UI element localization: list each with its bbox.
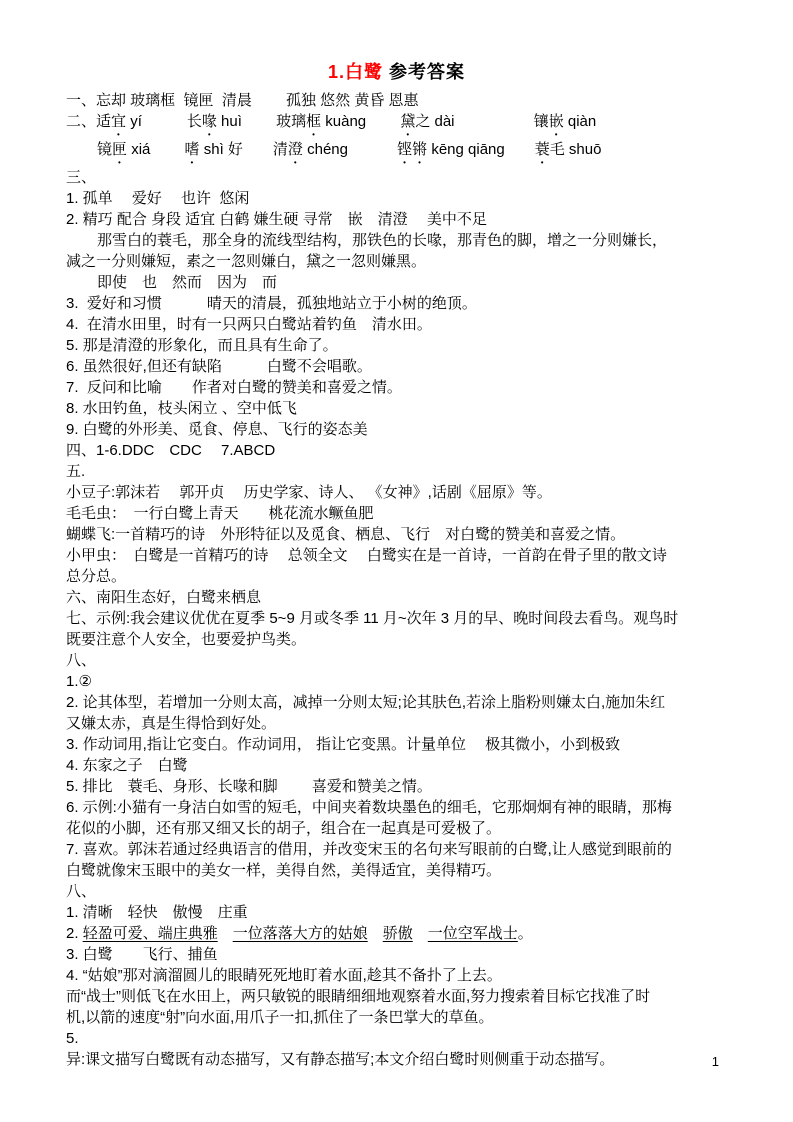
text-segment: 毛 shuō [549,141,602,158]
text-segment: 机,以箭的速度“射”向水面,用爪子一扣,抓住了一条巴掌大的草鱼。 [66,1009,494,1026]
underlined-answer: 骄傲 [382,925,413,942]
text-segment: 异:课文描写白鹭既有动态描写，又有静态描写;本文介绍白鹭时则侧重于动态描写。 [66,1051,615,1068]
emphasis-dot-char: 黛 [400,113,416,130]
text-segment: 花似的小脚，还有那又细又长的胡子，组合在一起真是可爱极了。 [66,820,502,837]
text-segment: 小豆子:郭沫若 郭开贞 历史学家、诗人、 《女神》,话剧《屈原》等。 [66,484,552,501]
emphasis-dot-char: 澄 [287,141,303,158]
title-suffix: 参考答案 [383,62,466,82]
text-line [66,524,730,545]
text-segment: 1. 清晰 轻快 傲慢 庄重 [66,904,248,921]
text-line [66,482,730,503]
text-segment: 小甲虫： 白鹭是一首精巧的诗 总领全文 白鹭实在是一首诗，一首韵在骨子里的散文诗 [66,547,667,564]
lesson-title-red: 1.白鹭 [327,62,383,82]
text-segment: 蝴蝶飞:一首精巧的诗 外形特征以及觅食、栖息、飞行 对白鹭的赞美和喜爱之情。 [66,526,626,543]
text-line [66,251,730,272]
text-line [66,839,730,860]
text-segment: 那雪白的蓑毛，那全身的流线型结构，那铁色的长喙，那青色的脚，增之一分则嫌长， [97,232,668,249]
text-line [66,566,730,587]
text-line [66,986,730,1007]
text-segment: 镜 [97,141,113,158]
emphasis-dot-char: 喙 [201,113,217,130]
text-line [66,923,730,944]
text-segment: 6. 虽然很好,但还有缺陷 白鹭不会唱歌。 [66,358,372,375]
text-segment: 6. 示例:小猫有一身洁白如雪的短毛，中间夹着数块墨色的细毛，它那炯炯有神的眼睛，那梅 [66,799,672,816]
text-segment: 白鹭就像宋玉眼中的美女一样，美得自然，美得适宜，美得精巧。 [66,862,502,879]
emphasis-dot-char: 蓑 [534,141,550,158]
text-segment: 三、 [66,169,97,186]
text-line [66,293,730,314]
text-line [66,209,730,230]
text-segment: qiàn [563,113,597,130]
emphasis-dot-char: 宜 [111,113,127,130]
text-line [66,272,730,293]
text-segment: 即使 也 然而 因为 而 [97,274,278,291]
text-segment: 4. 在清水田里，时有一只两只白鹭站着钓鱼 清水田。 [66,316,432,333]
text-segment: 四、1-6.DDC CDC 7.ABCD [66,442,276,459]
text-line [66,1028,730,1049]
text-line [66,902,730,923]
text-line [66,398,730,419]
text-segment: 毛毛虫： 一行白鹭上青天 桃花流水鳜鱼肥 [66,505,374,522]
text-line [66,230,730,251]
document-lines [66,90,730,1070]
text-line [66,797,730,818]
emphasis-dot-char: 匣 [112,141,128,158]
text-line [66,692,730,713]
text-segment: kēng qiāng [427,141,535,158]
text-line [66,356,730,377]
page-number: 1 [711,1054,719,1069]
text-line [66,139,730,167]
text-segment: xiá [127,141,185,158]
text-segment: 7. 喜欢。郭沫若通过经典语言的借用，并改变宋玉的名句来写眼前的白鹭,让人感觉到眼前的 [66,841,672,858]
underlined-answer: 一位落落大方的姑娘 [232,925,368,942]
text-segment: 减之一分则嫌短，素之一忽则嫌白，黛之一忽则嫌黑。 [66,253,427,270]
text-line [66,335,730,356]
text-line [66,776,730,797]
text-segment: 既要注意个人安全，也要爱护鸟类。 [66,631,307,648]
text-line [66,545,730,566]
text-segment: 3. 爱好和习惯 晴天的清晨，孤独地站立于小树的绝顶。 [66,295,477,312]
text-segment: 一、忘却 玻璃框 镜匣 清晨 孤独 悠然 黄昏 恩惠 [66,92,419,109]
text-line [66,111,730,139]
text-segment: 之 dài 镶 [415,113,549,130]
text-line [66,944,730,965]
text-segment: 8. 水田钓鱼，枝头闲立 、空中低飞 [66,400,297,417]
text-segment: 1. 孤单 爱好 也许 悠闲 [66,190,250,207]
emphasis-dot-char: 嵌 [548,113,564,130]
text-segment: 4. 东家之子 白鹭 [66,757,188,774]
text-segment: 1.② [66,673,92,690]
text-segment: 总分总。 [66,568,127,585]
text-line [66,377,730,398]
text-segment: 七、示例:我会建议优优在夏季 5~9 月或冬季 11 月~次年 3 月的早、晚时间段去看鸟。观鸟时 [66,610,679,627]
text-line [66,713,730,734]
text-segment: 9. 白鹭的外形美、觅食、停息、飞行的姿态美 [66,421,368,438]
text-segment: 五. [66,463,86,480]
text-segment: huì 玻璃 [216,113,307,130]
text-segment: 八、 [66,883,97,900]
text-line [66,440,730,461]
text-segment [368,925,383,942]
text-line [66,1007,730,1028]
text-line [66,650,730,671]
page-title [0,58,793,84]
text-line [66,671,730,692]
text-segment: 3. 白鹭 飞行、捕鱼 [66,946,218,963]
text-line [66,629,730,650]
text-segment: 2. 精巧 配合 身段 适宜 白鹤 嫌生硬 寻常 嵌 清澄 美中不足 [66,211,487,228]
text-line [66,965,730,986]
emphasis-dot-char: 框 [306,113,322,130]
text-line [66,419,730,440]
text-segment: yí 长 [126,113,202,130]
text-segment: 5. [66,1030,79,1047]
underlined-answer: 轻盈可爱、端庄典雅 [82,925,218,942]
text-segment: 。 [517,925,533,942]
text-line [66,818,730,839]
emphasis-dot-char: 铿锵 [397,141,428,158]
text-line [66,734,730,755]
text-line [66,503,730,524]
text-line [66,755,730,776]
text-segment: chéng [302,141,398,158]
text-line [66,608,730,629]
text-line [66,188,730,209]
emphasis-dot-char: 嗜 [184,141,200,158]
text-segment: 5. 那是清澄的形象化，而且具有生命了。 [66,337,338,354]
text-segment: 八、 [66,652,97,669]
text-line [66,1049,730,1070]
text-segment [218,925,233,942]
text-segment: 二、适 [66,113,112,130]
text-segment: 又嫌太赤，真是生得恰到好处。 [66,715,277,732]
text-line [66,90,730,111]
text-line [66,587,730,608]
text-line [66,167,730,188]
text-line [66,860,730,881]
text-line [66,314,730,335]
text-segment: 2. [66,925,83,942]
text-segment: 7. 反问和比喻 作者对白鹭的赞美和喜爱之情。 [66,379,402,396]
text-segment: 六、南阳生态好，白鹭来栖息 [66,589,262,606]
underlined-answer: 一位空军战士 [427,925,518,942]
text-segment: 2. 论其体型，若增加一分则太高，减掉一分则太短;论其肤色,若涂上脂粉则嫌太白,施加朱红 [66,694,666,711]
text-segment: 5. 排比 蓑毛、身形、长喙和脚 喜爱和赞美之情。 [66,778,432,795]
text-segment [413,925,428,942]
text-segment: shì 好 清 [199,141,288,158]
text-line [66,881,730,902]
text-segment: 3. 作动词用,指让它变白。作动词用， 指让它变黑。计量单位 极其微小，小到极致 [66,736,621,753]
text-segment: kuàng [321,113,401,130]
text-line [66,461,730,482]
text-segment: 而“战士”则低飞在水田上，两只敏锐的眼睛细细地观察着水面,努力搜索着目标它找准了时 [66,988,651,1005]
text-segment: 4. “姑娘”那对滴溜圆儿的眼睛死死地盯着水面,趁其不备扑了上去。 [66,967,502,984]
